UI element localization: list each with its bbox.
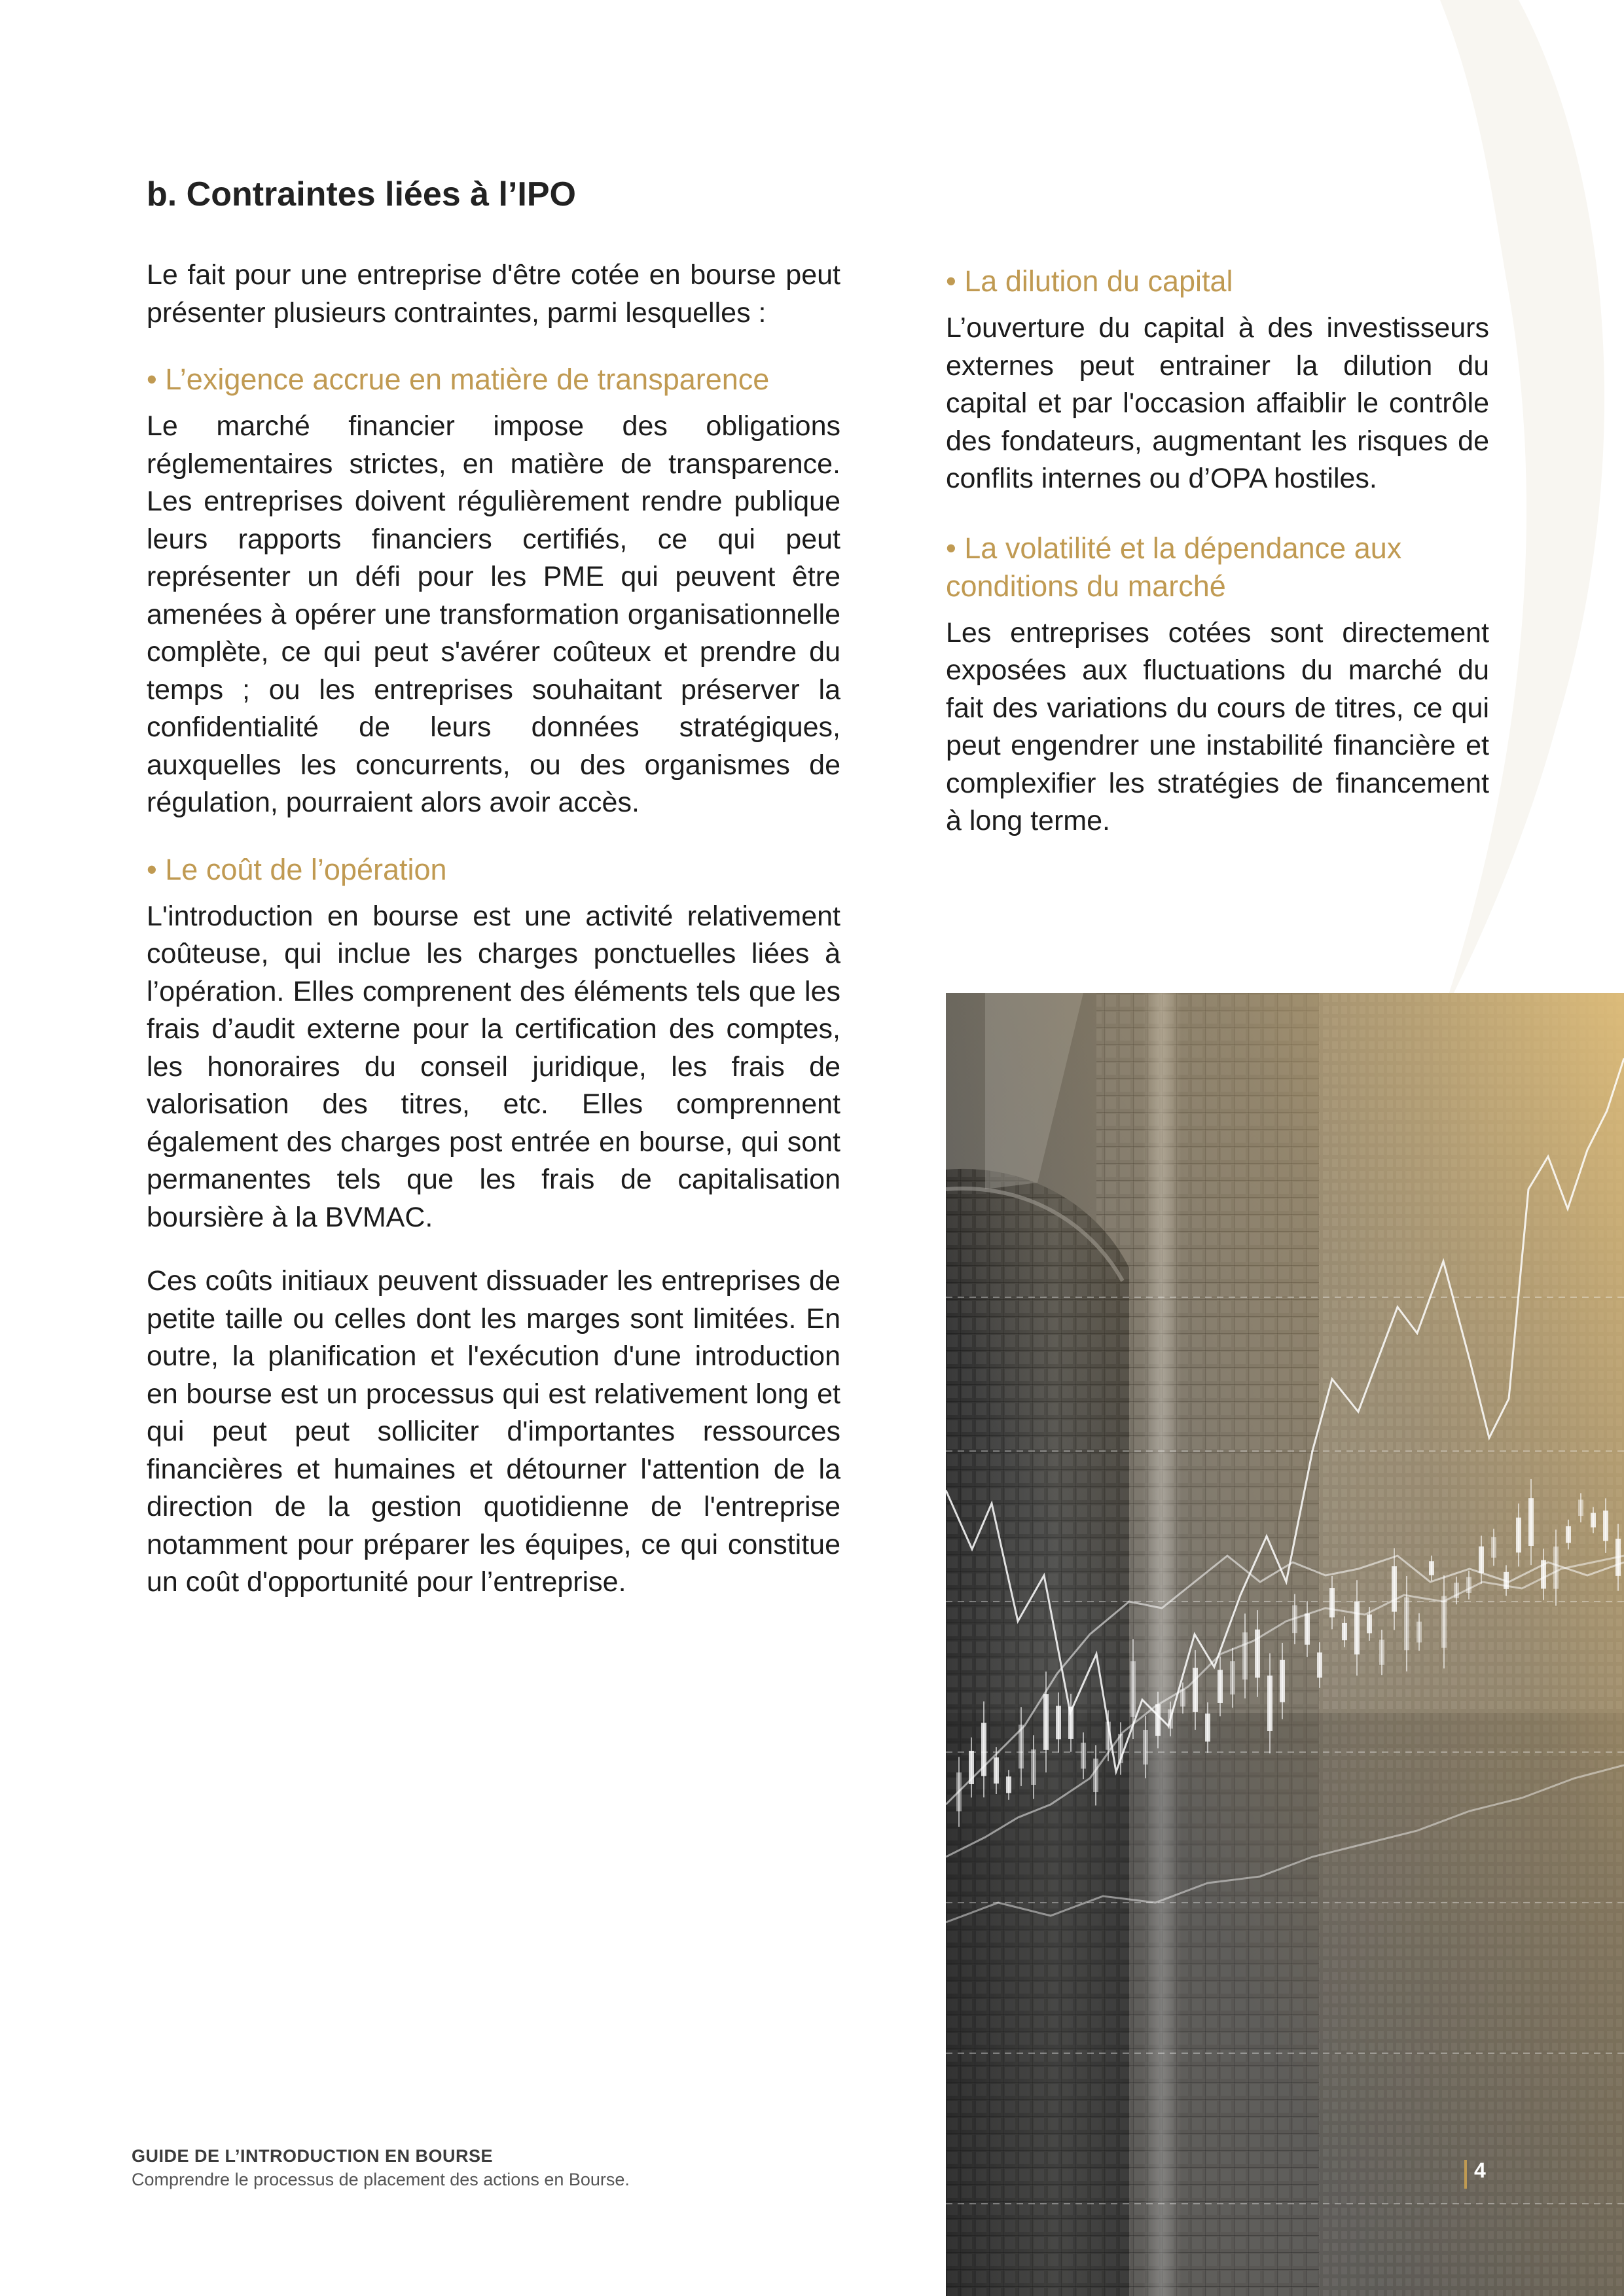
heading-volatility: • La volatilité et la dépendance aux conditions du marché [946, 531, 1402, 603]
footer-guide-title: GUIDE DE L’INTRODUCTION EN BOURSE [132, 2146, 494, 2166]
paragraph-dilution: L’ouverture du capital à des investisseurs externes peut entrainer la dilution du capital et par l'occasion affaiblir le contrôle des fondateurs, augmentant les risques de conflits internes ou d’OPA hostiles. [946, 312, 1489, 494]
footer-subtitle: Comprendre le processus de placement des actions en Bourse. [132, 2170, 630, 2189]
heading-dilution: • La dilution du capital [946, 264, 1233, 298]
paragraph-volatility: Les entreprises cotées sont directement exposées aux fluctuations du marché du fait des variations du cours de titres, ce qui peut engendrer une instabilité financière et complexifier les stratégies de financement à long terme. [946, 617, 1489, 836]
right-column [946, 262, 1489, 840]
left-column [147, 257, 840, 1602]
paragraph-transparency: Le marché financier impose des obligations réglementaires strictes, en matière de transparence. Les entreprises doivent régulièrement rendre publique leurs rapports financiers certifiés, ce qui peut représenter un défi pour les PME qui peuvent être amenées à opérer une transformation organisationnelle complète, ce qui peut s'avérer coûteux et prendre du temps ; ou les entreprises souhaitant préserver la confidentialité de leurs données stratégiques, auxquelles les concurrents, ou des organismes de régulation, pourraient alors avoir accès. [147, 410, 840, 818]
stock-market-buildings-photo [946, 993, 1624, 2296]
heading-transparency: • L’exigence accrue en matière de transparence [147, 363, 770, 396]
heading-cost: • Le coût de l’opération [147, 852, 447, 886]
paragraph-cost-1: L'introduction en bourse est une activité relativement coûteuse, qui inclue les charges ponctuelles liées à l’opération. Elles comprenent des éléments tels que les frais d’audit externe pour la certification des comptes, les honoraires du conseil juridique, les frais de valorisation des titres, etc. Elles comprennent également des charges post entrée en bourse, qui sont permanentes tels que les frais de capitalisation boursière à la BVMAC. [147, 900, 840, 1233]
intro-paragraph: Le fait pour une entreprise d'être cotée en bourse peut présenter plusieurs contraintes, parmi lesquelles : [147, 259, 840, 329]
section-title: b. Contraintes liées à l’IPO [147, 175, 576, 213]
page-number: 4 [1474, 2159, 1486, 2182]
paragraph-cost-2: Ces coûts initiaux peuvent dissuader les entreprises de petite taille ou celles dont les marges sont limitées. En outre, la planification et l'exécution d'une introduction en bourse est un processus qui est relativement long et qui peut peut solliciter d'importantes ressources financières et humaines et détourner l'attention de la direction de la gestion quotidienne de l'entreprise notamment pour préparer les équipes, ce qui constitue un coût d'opportunité pour l’entreprise. [147, 1265, 840, 1598]
page-number-divider [1464, 2160, 1467, 2189]
